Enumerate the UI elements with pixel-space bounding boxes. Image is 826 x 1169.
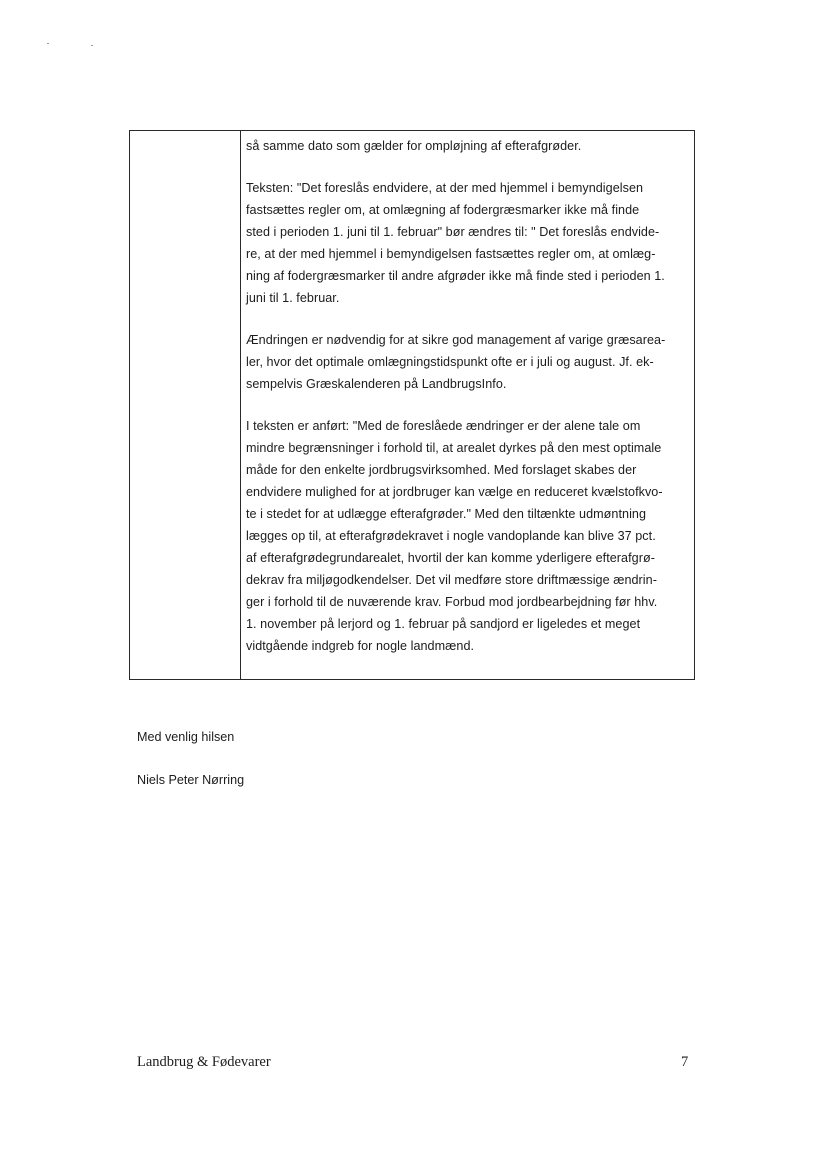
table-left-cell [130, 131, 240, 679]
footer-organization: Landbrug & Fødevarer [137, 1054, 271, 1070]
table-right-cell [246, 135, 690, 657]
signature-name: Niels Peter Nørring [137, 773, 245, 787]
page-number: 7 [681, 1054, 689, 1070]
table-column-divider [240, 131, 241, 679]
paragraph-date-note: så samme dato som gælder for ompløjning af efterafgrøder. [246, 139, 582, 153]
scan-speck [91, 45, 93, 46]
paragraph-justification: Ændringen er nødvendig for at sikre god management af varige græsarea- ler, hvor det optimale omlægningstidspunkt ofte er i juli og august. Jf. ek- sempelvis Græskalenderen på LandbrugsInfo. [246, 333, 666, 391]
scan-speck [47, 43, 49, 44]
paragraph-consequences: I teksten er anført: "Med de foreslåede ændringer er der alene tale om mindre begrænsninger i forhold til, at arealet dyrkes på den mest optimale måde for den enkelte jordbrugsvirksomhed. Med forslaget skabes der endvidere mulighed for at jordbruger kan vælge en reduceret kvælstofkvo- te i stedet for at udlægge efterafgrøder." Med den tiltænkte udmøntning lægges op til, at efterafgrødekravet i nogle vandoplande kan blive 37 pct. af efterafgrødegrundarealet, hvortil der kan komme yderligere efterafgrø- dekrav fra miljøgodkendelser. Det vil medføre store driftmæssige ændrin- ger i forhold til de nuværende krav. Forbud mod jordbearbejdning før hhv. 1. november på lerjord og 1. februar på sandjord er ligeledes et meget vidtgående indgreb for nogle landmænd. [246, 419, 663, 653]
comment-table [129, 130, 695, 680]
paragraph-text-change: Teksten: "Det foreslås endvidere, at der med hjemmel i bemyndigelsen fastsættes regler om, at omlægning af fodergræsmarker ikke må finde sted i perioden 1. juni til 1. februar" bør ændres til: " Det foreslås endvide- re, at der med hjemmel i bemyndigelsen fastsættes regler om, at omlæg- ning af fodergræsmarker til andre afgrøder ikke må finde sted i perioden 1. juni til 1. februar. [246, 181, 665, 305]
closing-greeting: Med venlig hilsen [137, 730, 235, 744]
